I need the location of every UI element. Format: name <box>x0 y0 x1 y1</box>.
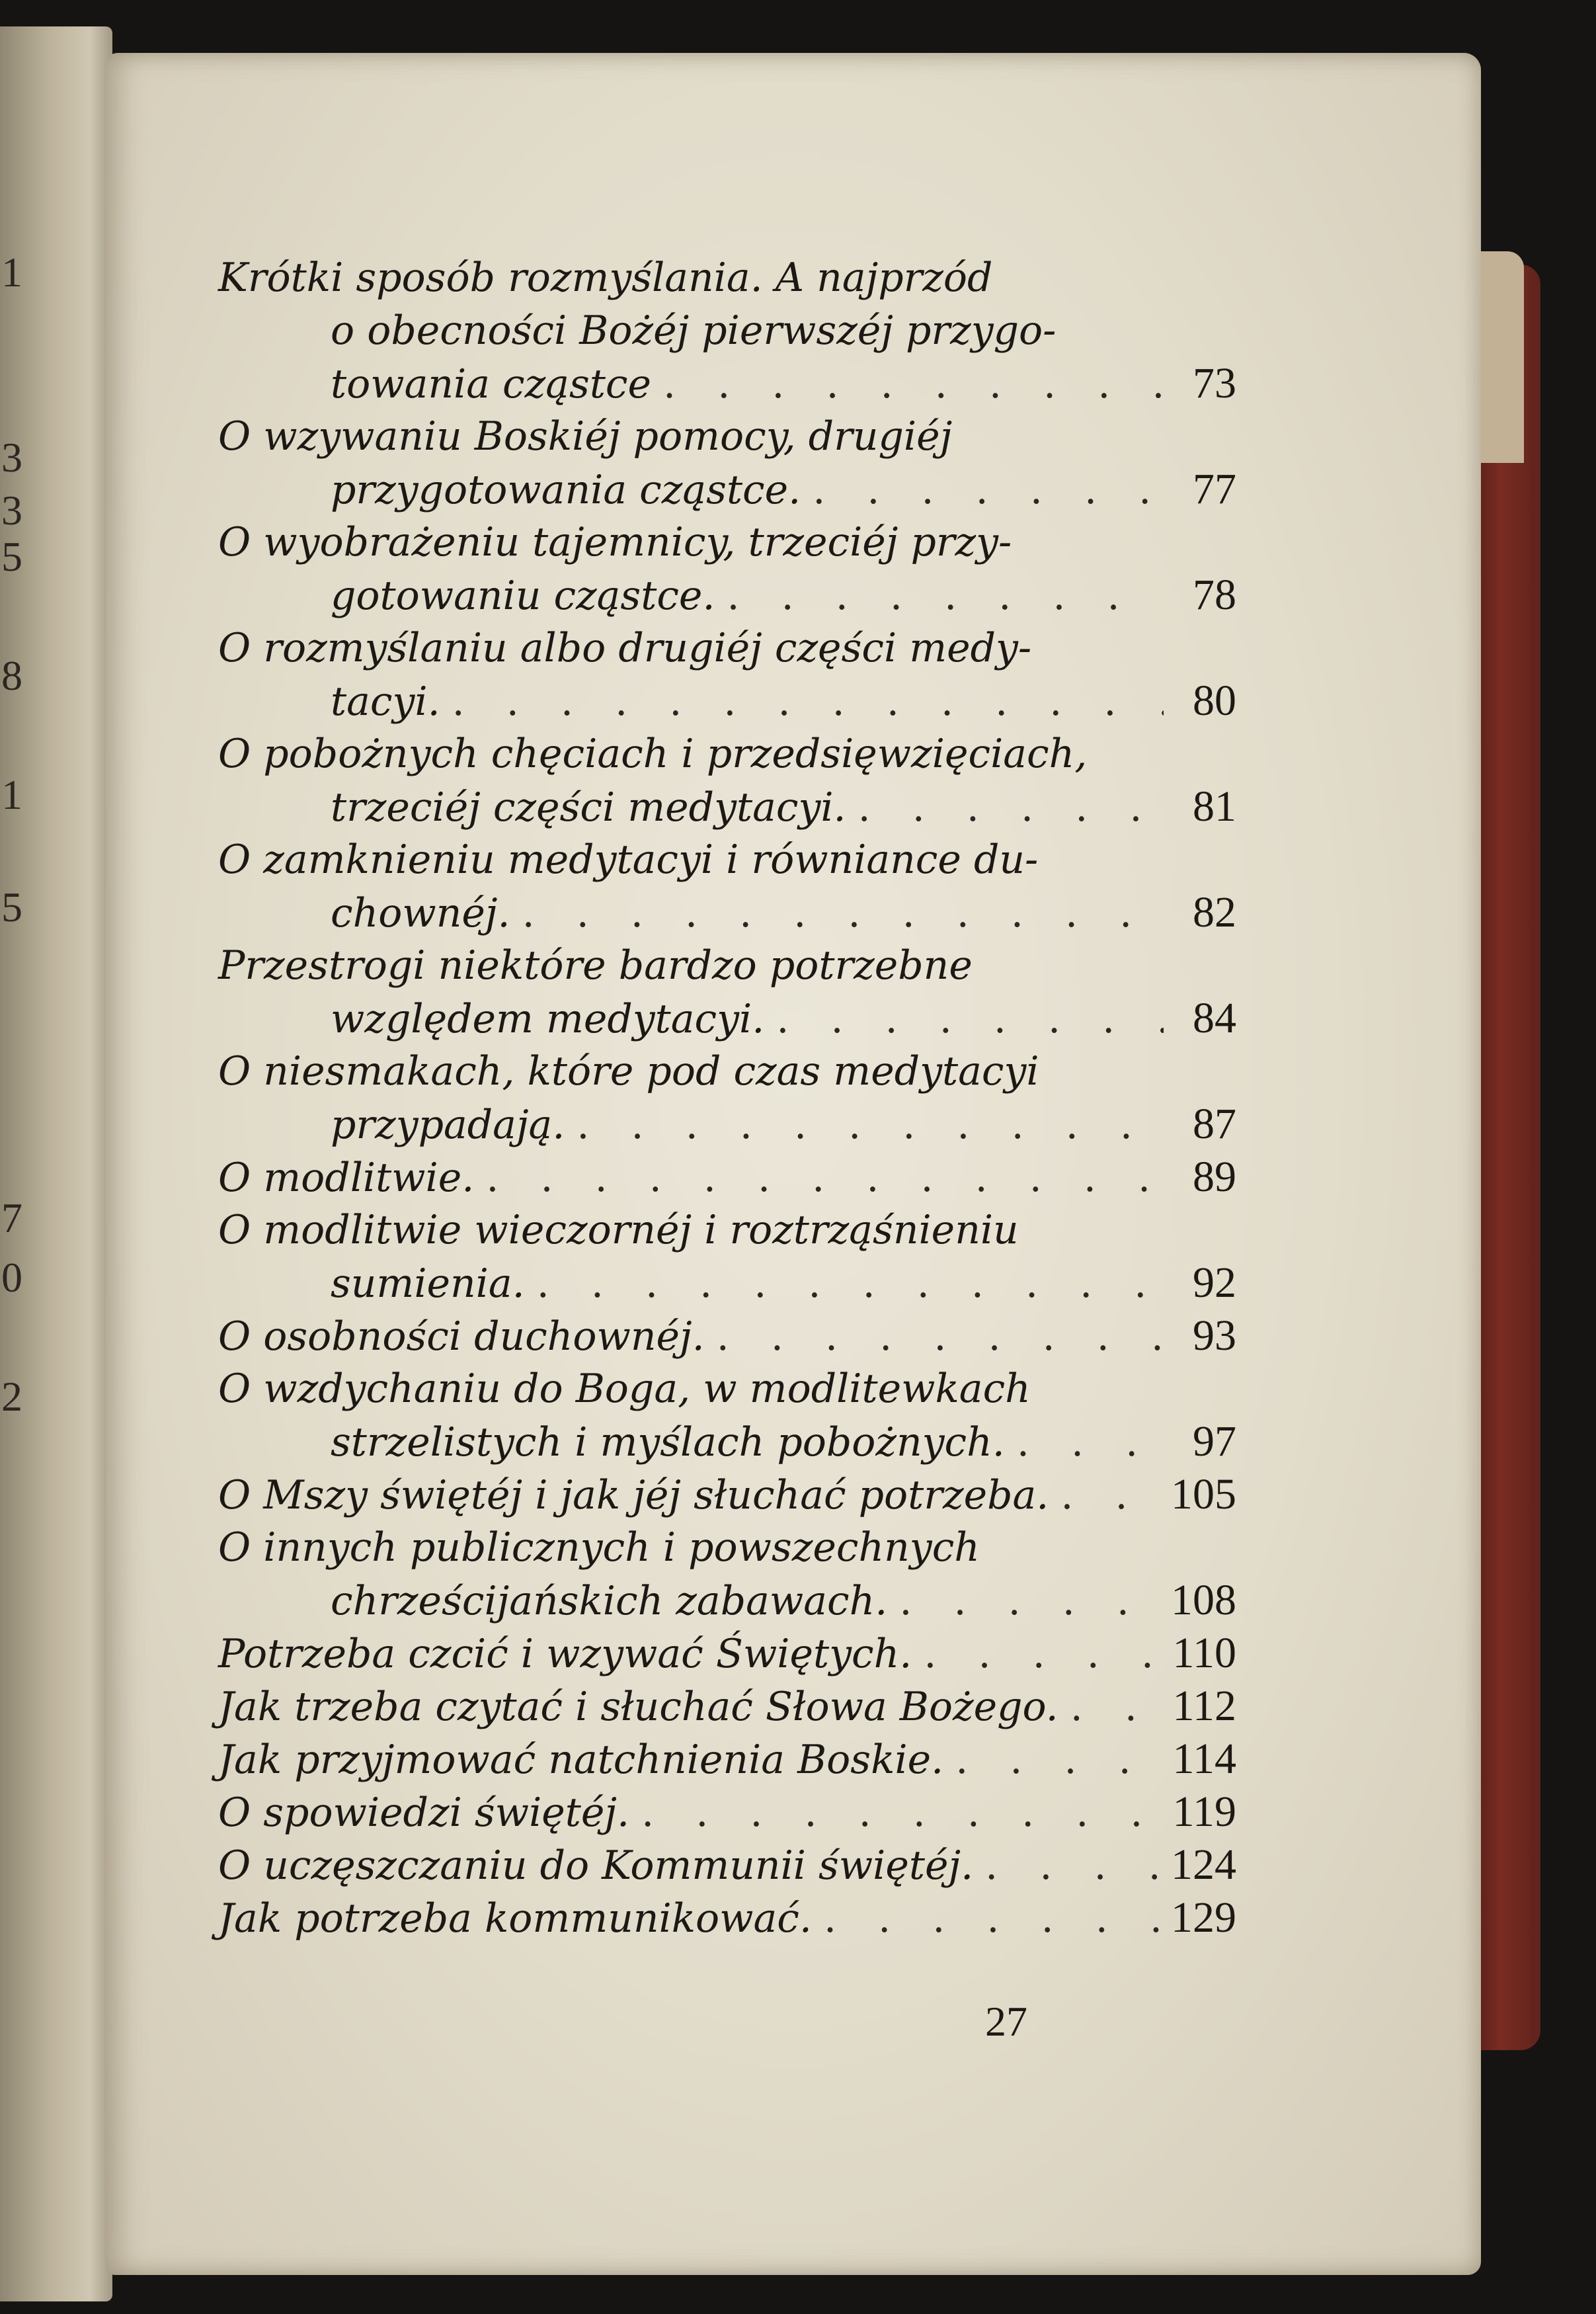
toc-entry <box>218 1891 1236 1944</box>
table-of-contents <box>218 251 1236 1944</box>
dot-leader <box>812 1892 1164 1945</box>
toc-page-number: 73 <box>1193 359 1236 407</box>
toc-entry-title: sumienia. <box>331 1260 525 1307</box>
toc-entry-title: O spowiedzi świętéj. <box>218 1790 630 1836</box>
toc-entry-line <box>218 1415 1236 1468</box>
toc-entry-title: przypadają. <box>331 1102 565 1148</box>
dot-leader <box>705 1310 1164 1363</box>
toc-entry-line <box>218 357 1236 410</box>
toc-entry-title: O rozmyślaniu albo drugiéj części medy- <box>218 625 1032 671</box>
toc-page-number: 82 <box>1193 888 1236 936</box>
toc-entry <box>218 622 1236 727</box>
toc-page-number: 87 <box>1193 1100 1236 1148</box>
edge-number: 5 <box>1 533 22 580</box>
dot-leader <box>801 464 1164 517</box>
toc-entry-title: Potrzeba czcić i wzywać Świętych. <box>218 1631 912 1677</box>
toc-page-number: 112 <box>1172 1682 1236 1730</box>
toc-entry-title: trzeciéj części medytacyi. <box>331 784 846 831</box>
toc-page-number: 97 <box>1193 1417 1236 1466</box>
toc-page-number: 84 <box>1193 994 1236 1042</box>
dot-leader <box>1049 1469 1164 1522</box>
toc-entry-title: Jak przyjmować natchnienia Boskie. <box>218 1737 944 1783</box>
toc-entry <box>218 1309 1236 1362</box>
dot-leader <box>973 1839 1164 1892</box>
toc-entry <box>218 1151 1236 1204</box>
edge-number: 3 <box>1 487 22 534</box>
toc-entry-line <box>218 1627 1236 1680</box>
toc-page-number: 89 <box>1193 1153 1236 1201</box>
dot-leader <box>764 993 1164 1046</box>
toc-entry <box>218 251 1236 410</box>
toc-page-number: 124 <box>1171 1840 1236 1889</box>
toc-entry-title: O wzdychaniu do Boga, w modlitewkach <box>218 1366 1031 1412</box>
edge-number: 8 <box>1 652 22 699</box>
toc-entry-line <box>218 1574 1236 1627</box>
toc-entry-line <box>218 780 1236 833</box>
toc-entry-line <box>218 1098 1236 1151</box>
toc-entry-line <box>218 886 1236 939</box>
toc-entry-line <box>218 1733 1236 1786</box>
toc-entry <box>218 833 1236 939</box>
toc-entry-title: o obecności Bożéj pierwszéj przygo- <box>331 308 1057 354</box>
toc-entry-title: strzelistych i myślach pobożnych. <box>331 1419 1005 1466</box>
toc-page-number: 92 <box>1193 1259 1236 1307</box>
dot-leader <box>565 1098 1164 1151</box>
toc-entry-line <box>218 939 1236 992</box>
toc-entry-line <box>218 992 1236 1045</box>
edge-number: 0 <box>1 1254 22 1301</box>
toc-entry-line <box>218 251 1236 304</box>
edge-number: 7 <box>1 1194 22 1241</box>
toc-entry <box>218 1786 1236 1839</box>
edge-number: 1 <box>1 249 22 296</box>
toc-entry-line <box>218 410 1236 463</box>
toc-entry-title: tacyi. <box>331 679 440 725</box>
toc-page-number: 81 <box>1193 782 1236 831</box>
toc-entry-line <box>218 1045 1236 1098</box>
toc-page-number: 108 <box>1171 1576 1236 1624</box>
toc-entry-title: O modlitwie wieczornéj i roztrząśnieniu <box>218 1207 1019 1253</box>
toc-entry <box>218 1204 1236 1309</box>
toc-page-number: 93 <box>1193 1311 1236 1360</box>
toc-entry-title: Jak trzeba czytać i słuchać Słowa Bożego. <box>218 1684 1058 1730</box>
edge-number: 5 <box>1 884 22 930</box>
dot-leader <box>440 675 1164 728</box>
toc-entry-line <box>218 833 1236 886</box>
toc-page-number: 105 <box>1171 1470 1236 1518</box>
dot-leader <box>912 1628 1164 1680</box>
toc-entry-title: O wyobrażeniu tajemnicy, trzeciéj przy- <box>218 519 1012 565</box>
toc-entry-line <box>218 727 1236 780</box>
dot-leader <box>846 781 1164 834</box>
toc-entry-title: O Mszy świętéj i jak jéj słuchać potrzeba. <box>218 1472 1049 1518</box>
toc-entry-title: O pobożnych chęciach i przedsięwzięciach, <box>218 731 1088 777</box>
toc-entry <box>218 727 1236 833</box>
toc-entry-line <box>218 1257 1236 1309</box>
dot-leader <box>510 887 1164 940</box>
dot-leader <box>1005 1416 1164 1469</box>
toc-entry <box>218 1521 1236 1627</box>
toc-entry-line <box>218 1891 1236 1944</box>
toc-entry <box>218 1627 1236 1680</box>
toc-entry <box>218 1045 1236 1151</box>
toc-entry-title: chrześcijańskich zabawach. <box>331 1578 888 1624</box>
toc-entry-title: Przestrogi niektóre bardzo potrzebne <box>218 942 973 989</box>
dot-leader <box>715 569 1164 622</box>
toc-page-number: 78 <box>1193 571 1236 619</box>
toc-entry-line <box>218 304 1236 357</box>
signature-mark: 27 <box>985 1998 1027 2045</box>
toc-entry <box>218 410 1236 516</box>
toc-entry <box>218 1362 1236 1468</box>
book-cover-edge <box>1474 265 1540 2050</box>
toc-entry-title: O osobności duchownéj. <box>218 1313 705 1360</box>
left-page-edge <box>0 26 112 2301</box>
toc-entry <box>218 1733 1236 1786</box>
toc-entry-line <box>218 569 1236 622</box>
toc-entry-title: chownéj. <box>331 890 510 936</box>
toc-entry-line <box>218 1468 1236 1521</box>
dot-leader <box>943 1733 1164 1786</box>
dot-leader <box>1058 1680 1164 1733</box>
toc-entry-title: O modlitwie. <box>218 1155 475 1201</box>
toc-entry-title: O niesmakach, które pod czas medytacyi <box>218 1048 1039 1095</box>
toc-entry-line <box>218 675 1236 727</box>
toc-page-number: 129 <box>1171 1893 1236 1942</box>
edge-number: 2 <box>1 1373 22 1420</box>
toc-page-number: 114 <box>1172 1735 1236 1783</box>
toc-entry-line <box>218 463 1236 516</box>
toc-entry-line <box>218 1204 1236 1257</box>
dot-leader <box>474 1151 1164 1204</box>
toc-entry <box>218 939 1236 1045</box>
toc-entry-title: gotowaniu cząstce. <box>331 573 715 619</box>
toc-page-number: 119 <box>1172 1788 1236 1836</box>
toc-entry-title: Krótki sposób rozmyślania. A najprzód <box>218 255 993 301</box>
toc-entry-title: towania cząstce <box>331 361 652 407</box>
toc-page-number: 77 <box>1193 465 1236 513</box>
toc-page-number: 110 <box>1172 1629 1236 1677</box>
toc-entry-title: O innych publicznych i powszechnych <box>218 1524 980 1571</box>
toc-entry-line <box>218 1839 1236 1891</box>
toc-entry-title: O wzywaniu Boskiéj pomocy, drugiéj <box>218 413 953 460</box>
toc-entry-line <box>218 1680 1236 1733</box>
toc-entry <box>218 1680 1236 1733</box>
toc-entry-title: O uczęszczaniu do Kommunii świętéj. <box>218 1842 974 1889</box>
toc-page-number: 80 <box>1193 677 1236 725</box>
toc-entry-line <box>218 1786 1236 1839</box>
toc-entry-title: O zamknieniu medytacyi i równiance du- <box>218 837 1039 883</box>
toc-entry <box>218 1468 1236 1521</box>
toc-entry-line <box>218 1151 1236 1204</box>
toc-entry-line <box>218 622 1236 675</box>
dot-leader <box>651 358 1164 411</box>
toc-entry-title: przygotowania cząstce. <box>331 467 801 513</box>
edge-number: 1 <box>1 771 22 818</box>
toc-entry-line <box>218 1521 1236 1574</box>
toc-entry-line <box>218 1309 1236 1362</box>
toc-entry <box>218 1839 1236 1891</box>
dot-leader <box>887 1575 1164 1628</box>
toc-entry-line <box>218 516 1236 569</box>
edge-number: 3 <box>1 434 22 481</box>
toc-entry-title: Jak potrzeba kommunikować. <box>218 1895 812 1942</box>
toc-entry <box>218 516 1236 622</box>
dot-leader <box>525 1257 1164 1310</box>
toc-entry-line <box>218 1362 1236 1415</box>
dot-leader <box>629 1786 1164 1839</box>
toc-entry-title: względem medytacyi. <box>331 996 765 1042</box>
